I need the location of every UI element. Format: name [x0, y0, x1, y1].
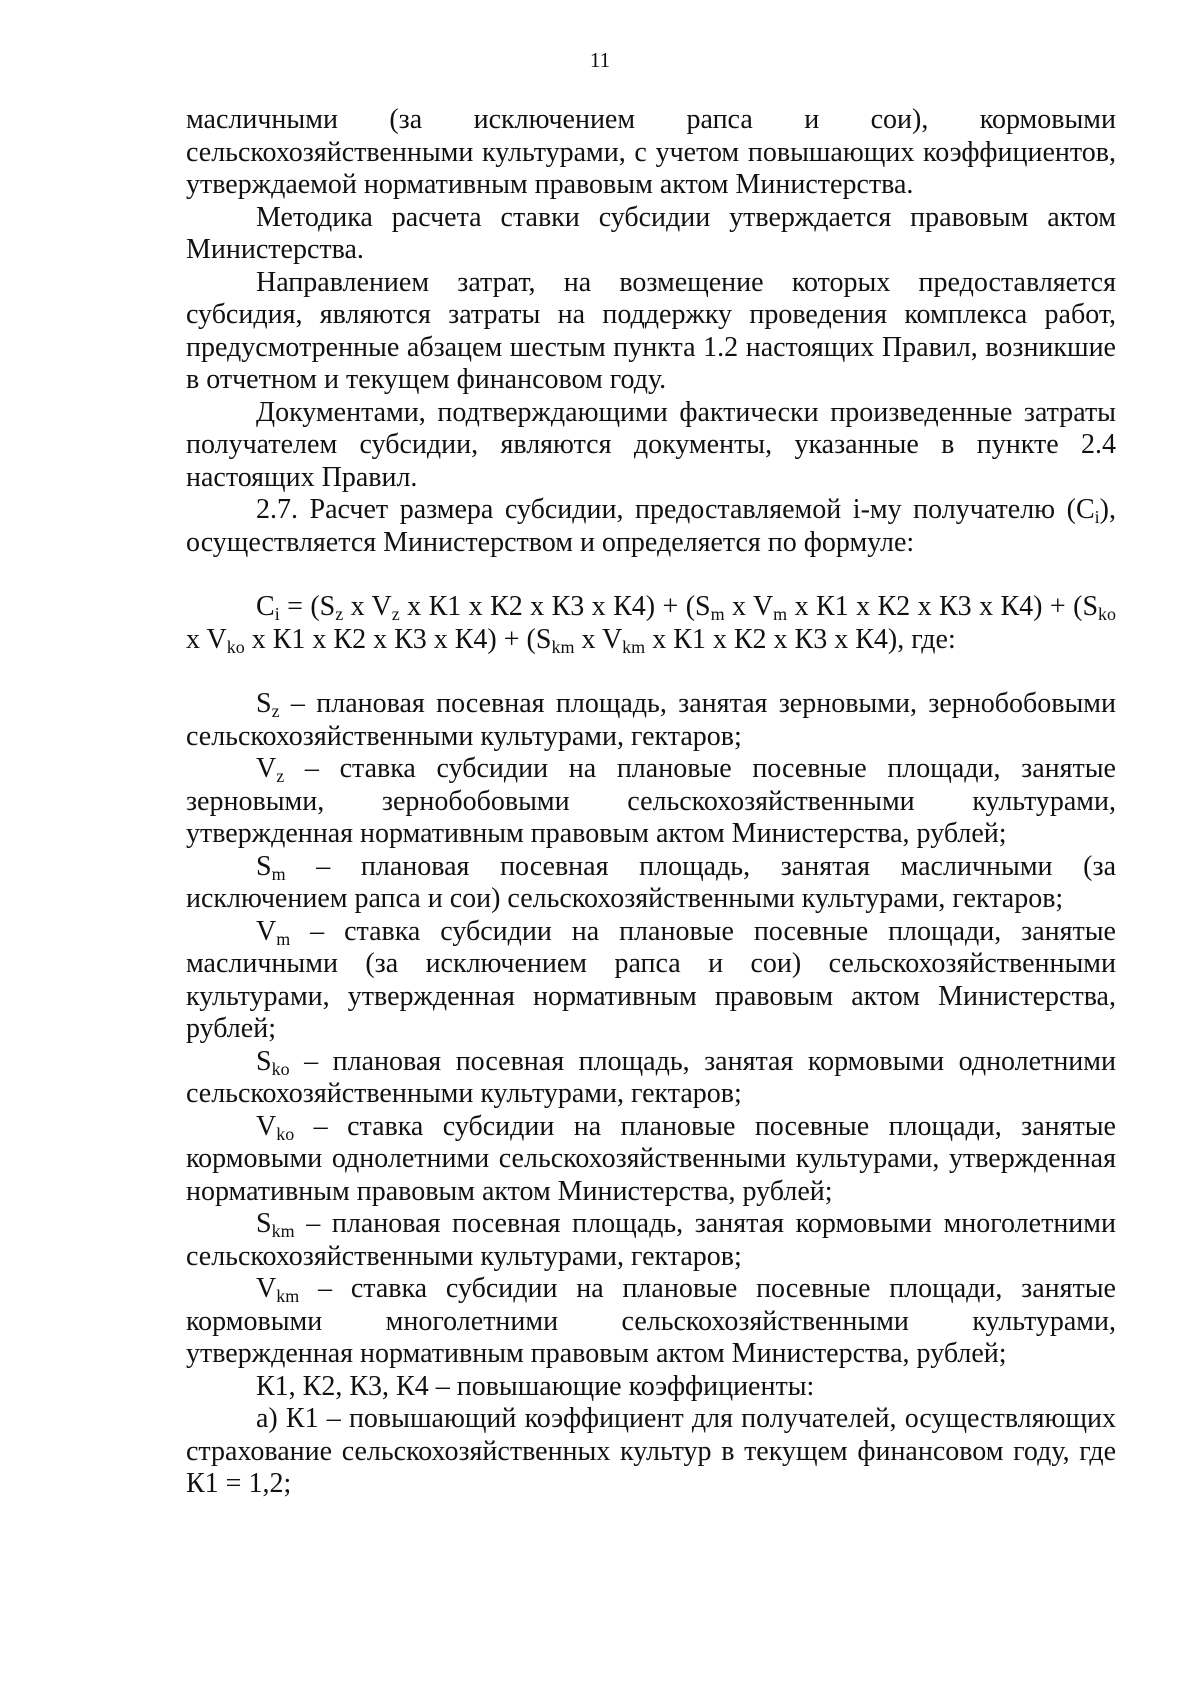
- definition-sko: $S_{ko}$ – плановая посевная площадь, занятая кормовыми однолетними сельскохозяйственными культурами, гектаров;: [186, 1045, 1116, 1109]
- coefficient-k1: а) К1 – повышающий коэффициент для получателей, осуществляющих страхование сельскохозяйственных культур в текущем финансовом году, где К1 = 1,2;: [186, 1403, 1116, 1499]
- paragraph-calculation: 2.7. Расчет размера субсидии, предоставляемой i-му получателю $(C_i)$, осуществляется Министерством и определяется по формуле:: [186, 494, 1116, 558]
- paragraph: Направлением затрат, на возмещение которых предоставляется субсидия, являются затраты на поддержку проведения комплекса работ, предусмотренные абзацем шестым пункта 1.2 настоящих Правил, возникшие в отчетном и текущем финансовом году.: [186, 266, 1116, 395]
- definition-vkm: $V_{km}$ – ставка субсидии на плановые посевные площади, занятые кормовыми многолетними сельскохозяйственными культурами, утвержденная нормативным правовым актом Министерства, рублей;: [186, 1273, 1116, 1369]
- formula: $C_i = (S_z$ x $V_z$ x К1 x К2 x К3 x $К4) + (S_m$ x $V_m$ x К1 x К2 x К3 x $К4) + (S_{ko}$ x $V_{ko}$ x К1 x К2 x К3 x $К4) + (S_{km}$ x $V_{km}$ x К1 x К2 x К3 x К4), где:: [186, 591, 1117, 657]
- spacer: [186, 656, 1116, 688]
- spacer: [186, 559, 1116, 591]
- definition-vz: $V_z$ – ставка субсидии на плановые посевные площади, занятые зерновыми, зернобобовыми сельскохозяйственными культурами, утвержденная нормативным правовым актом Министерства, рублей;: [186, 753, 1116, 849]
- paragraph: Документами, подтверждающими фактически произведенные затраты получателем субсидии, являются документы, указанные в пункте 2.4 настоящих Правил.: [186, 396, 1116, 493]
- definition-vko: $V_{ko}$ – ставка субсидии на плановые посевные площади, занятые кормовыми однолетними сельскохозяйственными культурами, утвержденная нормативным правовым актом Министерства, рублей;: [186, 1110, 1116, 1207]
- definition-sm: $S_m$ – плановая посевная площадь, занятая масличными (за исключением рапса и сои) сельскохозяйственными культурами, гектаров;: [186, 850, 1116, 914]
- paragraph: масличными (за исключением рапса и сои), кормовыми сельскохозяйственными культурами, с учетом повышающих коэффициентов, утверждаемой нормативным правовым актом Министерства.: [186, 104, 1116, 200]
- definition-vm: $V_m$ – ставка субсидии на плановые посевные площади, занятые масличными (за исключением рапса и сои) сельскохозяйственными культурами, утвержденная нормативным правовым актом Министерства, рублей;: [186, 915, 1116, 1044]
- coefficients-heading: К1, К2, К3, К4 – повышающие коэффициенты:: [256, 1370, 815, 1402]
- paragraph: Методика расчета ставки субсидии утверждается правовым актом Министерства.: [186, 201, 1116, 265]
- document-body: [186, 104, 1116, 1501]
- definition-skm: $S_{km}$ – плановая посевная площадь, занятая кормовыми многолетними сельскохозяйственными культурами, гектаров;: [186, 1208, 1116, 1272]
- page-number: 11: [589, 48, 611, 72]
- definition-sz: $S_z$ – плановая посевная площадь, занятая зерновыми, зернобобовыми сельскохозяйственными культурами, гектаров;: [186, 688, 1116, 752]
